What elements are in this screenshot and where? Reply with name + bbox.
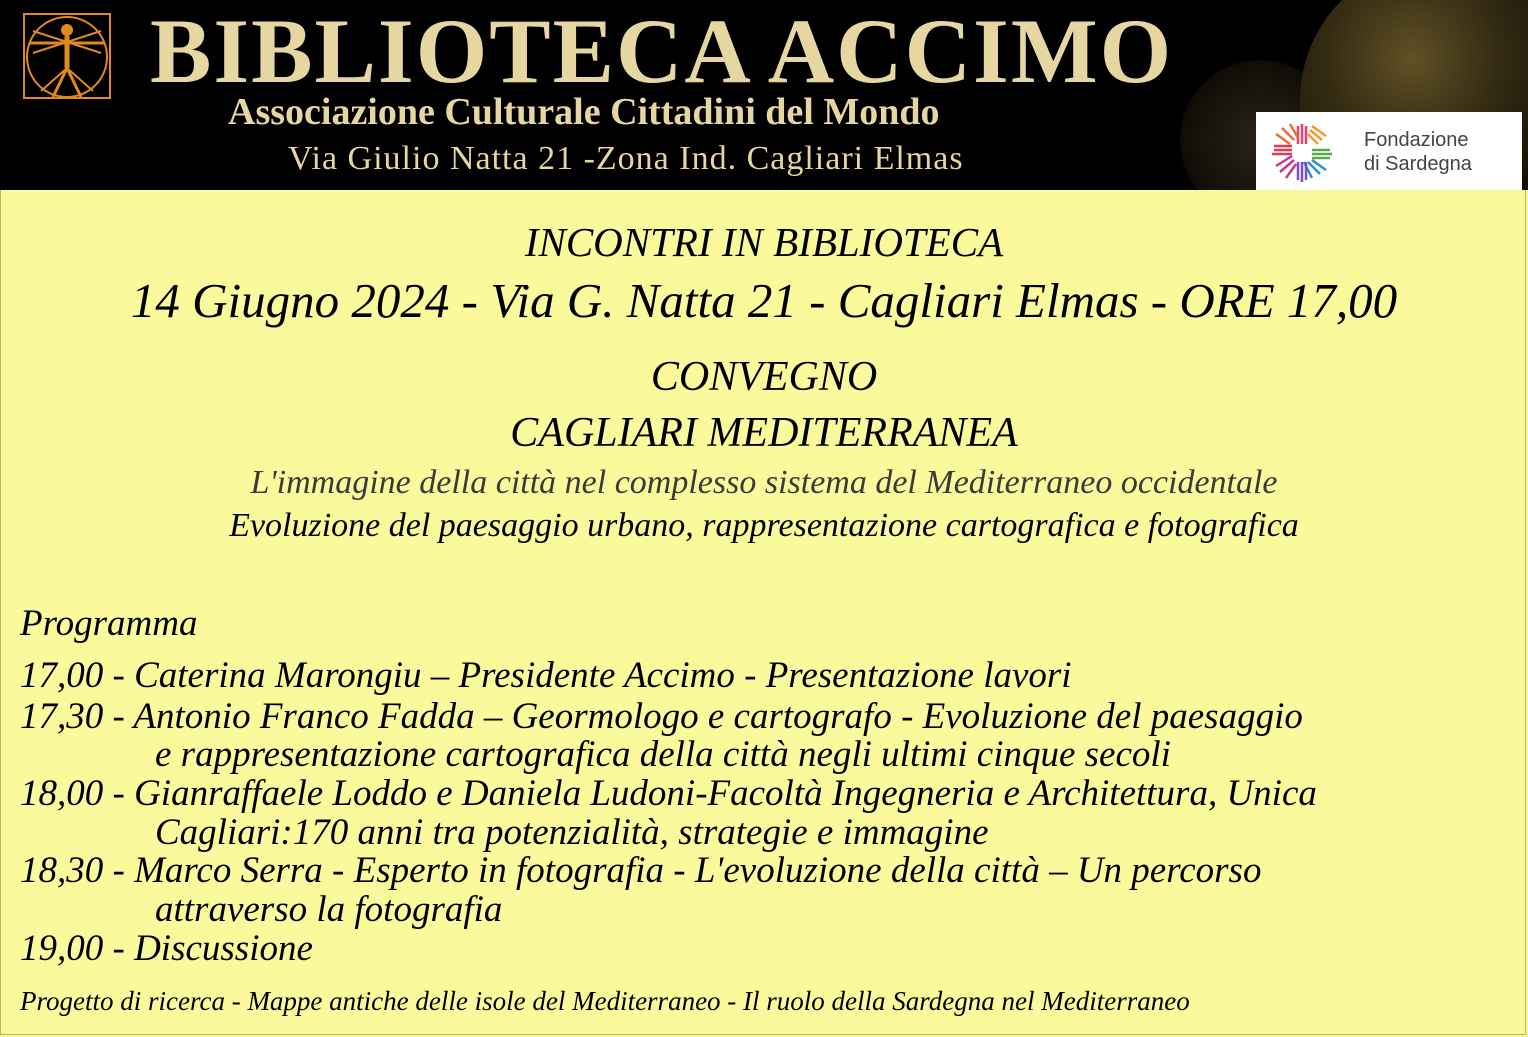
vitruvian-man-logo bbox=[13, 13, 111, 99]
library-address: Via Giulio Natta 21 -Zona Ind. Cagliari Elmas bbox=[288, 140, 964, 177]
program-item: 18,30 - Marco Serra - Esperto in fotografia - L'evoluzione della città – Un percorso bbox=[20, 850, 1262, 891]
event-tagline: Evoluzione del paesaggio urbano, rappresentazione cartografica e fotografica bbox=[229, 507, 1299, 544]
program-item: 19,00 - Discussione bbox=[20, 928, 313, 969]
event-type: CONVEGNO bbox=[650, 354, 878, 400]
fondazione-sardegna-logo-icon bbox=[1262, 116, 1354, 188]
sponsor-name-line2: di Sardegna bbox=[1364, 153, 1472, 175]
event-series: INCONTRI IN BIBLIOTECA bbox=[524, 219, 1004, 265]
program-item: 18,00 - Gianraffaele Loddo e Daniela Ludoni-Facoltà Ingegneria e Architettura, Unica bbox=[20, 773, 1317, 814]
library-title: BIBLIOTECA ACCIMO bbox=[150, 0, 1174, 102]
sponsor-name bbox=[1364, 128, 1472, 176]
event-date-place: 14 Giugno 2024 - Via G. Natta 21 - Cagliari Elmas - ORE 17,00 bbox=[130, 273, 1398, 328]
event-tagline: L'immagine della città nel complesso sistema del Mediterraneo occidentale bbox=[250, 464, 1278, 501]
event-name: CAGLIARI MEDITERRANEA bbox=[510, 410, 1018, 456]
program-item: 17,30 - Antonio Franco Fadda – Geormologo e cartografo - Evoluzione del paesaggio bbox=[20, 696, 1303, 737]
program-item-continuation: attraverso la fotografia bbox=[155, 889, 503, 930]
program-item-continuation: Cagliari:170 anni tra potenzialità, strategie e immagine bbox=[155, 812, 989, 853]
association-subtitle: Associazione Culturale Cittadini del Mondo bbox=[228, 91, 940, 133]
program-item: 17,00 - Caterina Marongiu – Presidente Accimo - Presentazione lavori bbox=[20, 655, 1072, 696]
program-heading: Programma bbox=[20, 603, 198, 644]
research-project-footer: Progetto di ricerca - Mappe antiche delle isole del Mediterraneo - Il ruolo della Sardegna nel Mediterraneo bbox=[20, 986, 1190, 1016]
program-item-continuation: e rappresentazione cartografica della città negli ultimi cinque secoli bbox=[155, 734, 1171, 775]
header-banner bbox=[0, 0, 1528, 190]
sponsor-name-line1: Fondazione bbox=[1364, 129, 1469, 151]
